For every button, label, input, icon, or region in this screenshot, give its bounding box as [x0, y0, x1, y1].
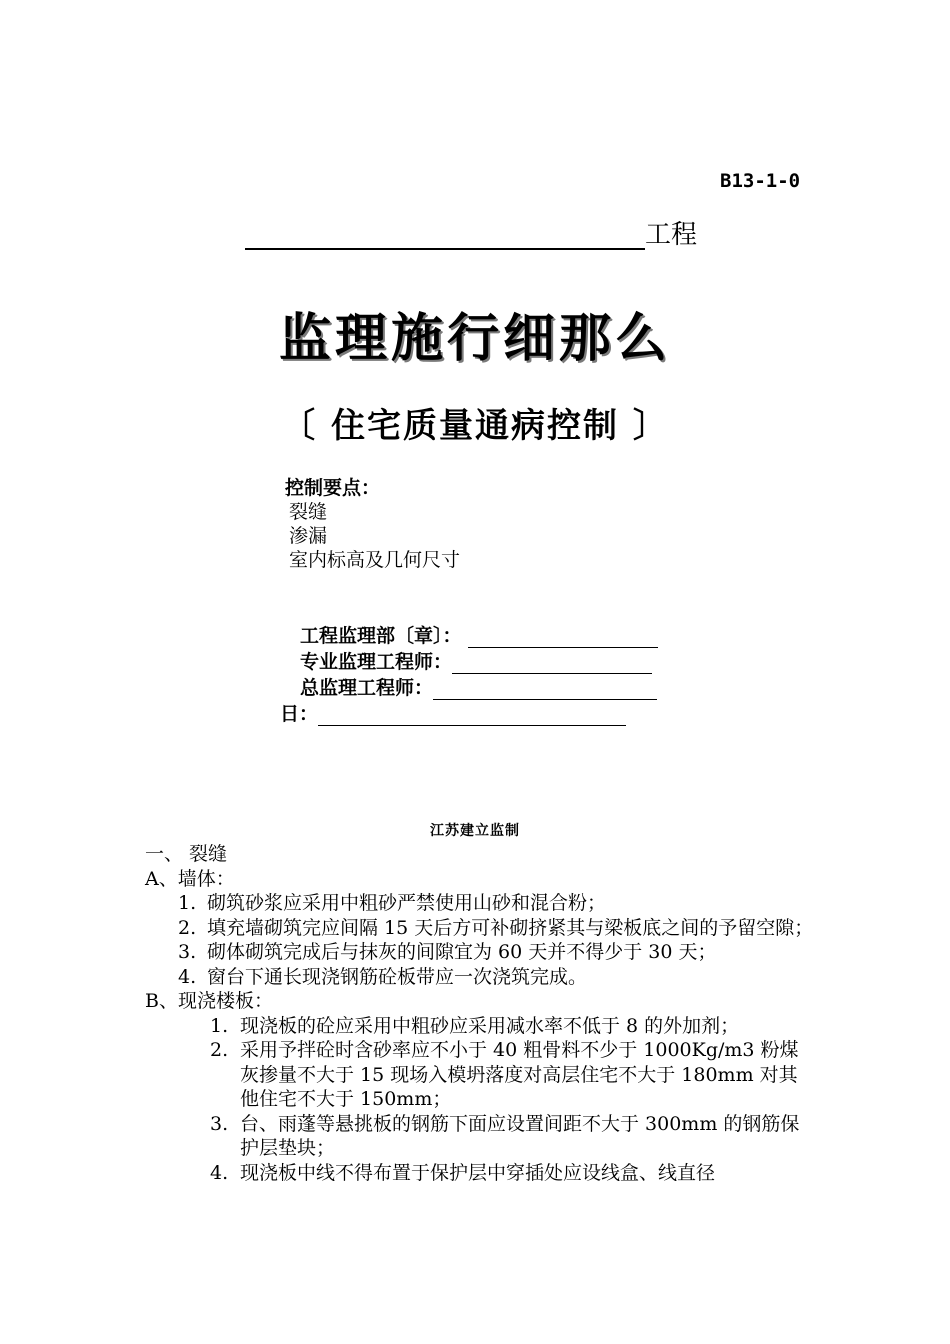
project-name-blank	[245, 218, 645, 250]
slabs-list	[145, 1014, 815, 1186]
section-title: 一、 裂缝	[145, 843, 228, 865]
subsection-title-slabs: B、现浇楼板：	[145, 990, 273, 1012]
list-item-number: 4.	[178, 965, 197, 988]
signature-row-engineer	[280, 648, 658, 674]
key-point-item: 室内标高及几何尺寸	[289, 549, 461, 571]
list-item	[178, 940, 815, 965]
list-item-text: 窗台下通长现浇钢筋砼板带应一次浇筑完成。	[207, 965, 588, 988]
company-name: 江苏建立监制	[430, 823, 520, 839]
document-code: B13-1-0	[720, 170, 801, 192]
list-item-text: 台、雨蓬等悬挑板的钢筋下面应设置间距不大于 300mm 的钢筋保护层垫块；	[240, 1112, 800, 1159]
list-item	[210, 1161, 815, 1186]
walls-list	[145, 891, 815, 989]
main-title: 监理施行细那么	[278, 309, 671, 369]
signature-label: 总监理工程师：	[300, 677, 434, 699]
list-item-text: 砌体砌筑完成后与抹灰的间隙宜为 60 天并不得少于 30 天；	[207, 941, 717, 963]
signature-blank	[318, 703, 626, 726]
list-item-text: 采用予拌砼时含砂率应不小于 40 粗骨料不少于 1000Kg/m3 粉煤灰掺量不大于 15 现场入模坍落度对高层住宅不大于 180mm 对其他住宅不大于 150mm；	[240, 1039, 799, 1110]
list-item	[210, 1112, 815, 1161]
subtitle: 〔 住宅质量通病控制 〕	[281, 406, 669, 446]
signature-label: 日：	[280, 703, 319, 725]
list-item	[178, 916, 815, 941]
list-item-number: 1.	[210, 1014, 229, 1037]
list-item	[178, 965, 815, 990]
signature-blank	[468, 625, 658, 648]
list-item-text: 砌筑砂浆应采用中粗砂严禁使用山砂和混合粉；	[207, 892, 607, 914]
body-content	[145, 842, 815, 1185]
signature-label: 专业监理工程师：	[300, 651, 453, 673]
signature-label: 工程监理部〔章〕：	[300, 625, 462, 647]
key-point-item: 裂缝	[289, 501, 328, 523]
list-item-number: 3.	[178, 941, 197, 963]
project-suffix: 工程	[645, 220, 698, 250]
list-item-number: 4.	[210, 1161, 229, 1184]
list-item	[178, 891, 815, 916]
list-item	[210, 1014, 815, 1039]
signature-blank	[433, 677, 657, 700]
list-item-text: 现浇板的砼应采用中粗砂应采用减水率不低于 8 的外加剂；	[240, 1014, 740, 1037]
signature-block	[280, 622, 658, 726]
subsection-title-walls: A、墙体：	[145, 867, 235, 890]
signature-row-date	[280, 700, 658, 726]
key-points	[285, 476, 460, 572]
list-item	[210, 1038, 815, 1112]
list-item-number: 1.	[178, 892, 197, 914]
list-item-text: 填充墙砌筑完应间隔 15 天后方可补砌挤紧其与梁板底之间的予留空隙；	[207, 916, 814, 939]
key-points-heading: 控制要点：	[285, 477, 381, 499]
list-item-text: 现浇板中线不得布置于保护层中穿插处应设线盒、线直径	[240, 1161, 716, 1184]
project-name-line	[245, 218, 697, 250]
key-point-item: 渗漏	[289, 525, 328, 547]
list-item-number: 2.	[210, 1039, 229, 1061]
list-item-number: 2.	[178, 916, 197, 939]
signature-row-chief	[280, 674, 658, 700]
signature-blank	[452, 651, 652, 674]
list-item-number: 3.	[210, 1112, 229, 1135]
signature-row-department	[280, 622, 658, 648]
